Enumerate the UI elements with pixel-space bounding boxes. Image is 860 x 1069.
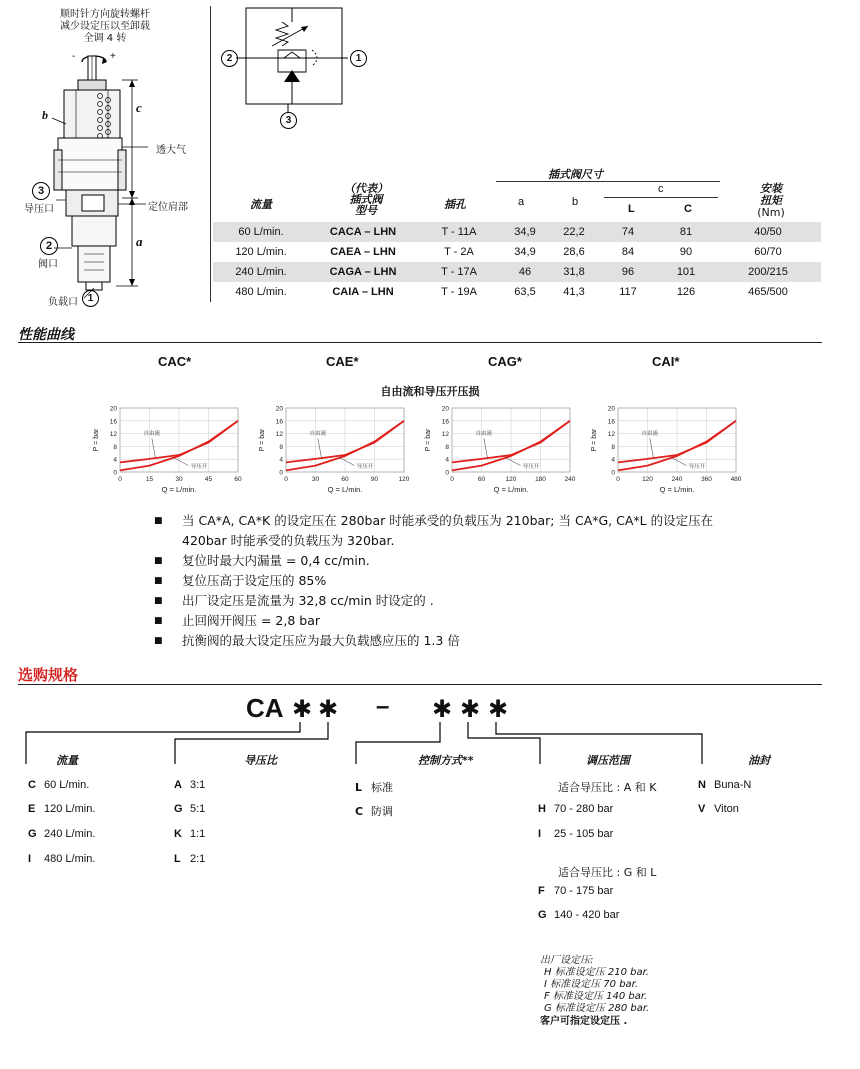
range-option: G 140 - 420 bar [538,909,620,921]
factory-title: 出厂设定压: [540,955,594,966]
header-torque-1: 安装 [760,182,782,195]
dim-c-label: c [136,100,142,115]
chart-3-name: CAG* [488,354,522,369]
minus-sign: - [72,51,76,62]
flow-option: G 240 L/min. [28,828,96,840]
control-option: C 防调 [355,805,393,818]
note-item: ■ 当 CA*A, CA*K 的设定压在 280bar 时能承受的负载压为 210bar; 当 CA*G, CA*L 的设定压在 420bar 时能承受的负载压为 320bar. [154,513,714,548]
x-tick-label: 60 [341,476,349,483]
header-torque-3: (Nm) [757,206,785,219]
adjust-instruction-2: 减少设定压以至卸载 [60,21,150,32]
code-star-4: ✱ [460,696,481,723]
chart-2-name: CAE* [326,354,359,369]
dims-cell-L: 96 [599,262,657,282]
seal-option: V Viton [698,803,739,815]
y-tick-label: 0 [445,469,449,477]
dims-cell-C: 101 [657,262,715,282]
y-tick-label: 16 [441,418,449,426]
dims-cell-cavity: T - 17A [417,262,501,282]
y-tick-label: 20 [607,405,615,413]
dims-cell-cavity: T - 19A [441,286,477,298]
header-C: C [684,203,692,215]
dim-a-label: a [136,234,143,249]
y-tick-label: 8 [445,443,449,451]
ordering-title: 选购规格 [18,666,79,684]
dims-cell-L: 84 [621,246,635,258]
x-tick-label: 30 [175,476,183,483]
x-axis-label: Q = L/min. [161,485,197,494]
factory-line: G 标准设定压 280 bar. [544,1003,650,1014]
dims-cell-b: 28,6 [563,246,585,258]
x-tick-label: 120 [398,476,410,483]
annotation-pilot-open: 导压开 [356,464,374,471]
code-prefix: CA [246,693,284,723]
col-range-head: 调压范围 [586,754,630,767]
code-star-2: ✱ [318,696,339,723]
header-a: a [518,196,525,208]
y-tick-label: 8 [611,443,615,451]
chart-1-name: CAC* [158,354,192,369]
y-tick-label: 12 [275,431,283,439]
x-tick-label: 240 [564,476,576,483]
y-tick-label: 12 [441,431,449,439]
factory-line: I 标准设定压 70 bar. [544,979,639,990]
header-dims: 插式阀尺寸 [548,168,603,181]
range-sub-2: 适合导压比 : G 和 L [558,866,657,879]
y-tick-label: 0 [113,469,117,477]
x-tick-label: 120 [505,476,517,483]
header-model-1: （代表） [344,182,388,195]
x-axis-label: Q = L/min. [493,485,529,494]
seal-option: N Buna-N [698,779,752,791]
port-3-label: 导压口 [24,204,54,215]
col-control-head: 控制方式** [418,754,474,767]
y-tick-label: 20 [275,405,283,413]
dims-cell-model: CAGA – LHN [309,262,417,282]
y-tick-label: 16 [109,418,117,426]
dim-b-label: b [42,108,48,122]
seat-label: 定位肩部 [148,202,188,213]
y-tick-label: 20 [441,405,449,413]
performance-subtitle: 自由流和导压开压损 [380,385,480,398]
ratio-option: K 1:1 [174,828,206,840]
annotation-free-flow: 自由流 [641,431,659,438]
dims-cell-torque: 60/70 [754,246,782,258]
dims-cell-flow: 60 L/min. [213,222,309,242]
y-tick-label: 16 [607,418,615,426]
x-tick-label: 60 [234,476,242,483]
y-tick-label: 4 [113,456,117,464]
dims-cell-cavity: T - 11A [417,222,501,242]
x-tick-label: 0 [450,476,454,483]
header-torque-2: 扭矩 [760,194,782,207]
x-tick-label: 0 [284,476,288,483]
header-b: b [572,196,579,208]
col-seal-head: 油封 [748,754,770,767]
y-axis-label: P = bar [425,428,432,452]
x-tick-label: 240 [671,476,683,483]
dims-cell-a: 34,9 [514,246,536,258]
port-3-badge: 3 [32,182,50,200]
x-axis-label: Q = L/min. [327,485,363,494]
x-tick-label: 30 [311,476,320,483]
dims-cell-torque: 200/215 [715,262,821,282]
annotation-free-flow: 自由流 [309,431,327,438]
code-dash: – [376,693,390,720]
range-option: H 70 - 280 bar [538,803,614,815]
symbol-port-2: 2 [221,50,238,67]
header-cavity: 插孔 [444,198,466,211]
y-axis-label: P = bar [93,428,100,452]
dims-cell-flow: 240 L/min. [213,262,309,282]
port-2-label: 阀口 [38,259,58,270]
x-tick-label: 480 [730,476,742,483]
factory-custom: 客户可指定设定压 . [540,1016,628,1027]
note-item: ■ 出厂设定压是流量为 32,8 cc/min 时设定的 . [154,593,434,608]
range-sub-1: 适合导压比 : A 和 K [558,781,657,794]
x-tick-label: 0 [118,476,122,483]
annotation-pilot-open: 导压开 [688,464,706,471]
note-item: ■ 止回阀开阀压 = 2,8 bar [154,613,321,628]
dims-cell-b: 41,3 [563,286,585,298]
port-1-badge: 1 [82,290,99,307]
range-option: I 25 - 105 bar [538,828,614,840]
ratio-option: L 2:1 [174,853,206,865]
adjust-instruction-1: 顺时针方向旋转螺杆 [60,9,150,20]
dims-cell-model: CACA – LHN [309,222,417,242]
code-star-3: ✱ [432,696,453,723]
dims-cell-L: 117 [619,286,637,298]
y-tick-label: 12 [607,431,615,439]
dims-cell-b: 31,8 [549,262,599,282]
note-item: ■ 复位压高于设定压的 85% [154,573,327,588]
header-L: L [628,203,635,215]
col-flow-head: 流量 [56,754,78,767]
y-tick-label: 4 [445,456,449,464]
flow-option: E 120 L/min. [28,803,96,815]
annotation-free-flow: 自由流 [143,431,161,438]
x-tick-label: 120 [642,476,653,483]
dims-cell-cavity: T - 2A [444,246,474,258]
ratio-option: G 5:1 [174,803,206,815]
performance-title: 性能曲线 [18,327,74,343]
factory-line: F 标准设定压 140 bar. [544,991,648,1002]
annotation-pilot-open: 导压开 [190,464,208,471]
y-tick-label: 4 [279,456,283,464]
range-option: F 70 - 175 bar [538,885,614,897]
y-axis-label: P = bar [259,428,266,452]
code-star-5: ✱ [488,696,509,723]
header-model-3: 型号 [355,204,377,217]
x-tick-label: 45 [204,476,213,483]
dims-cell-b: 22,2 [549,222,599,242]
ratio-option: A 3:1 [174,779,206,791]
y-tick-label: 16 [275,418,283,426]
adjust-instruction-3: 全调 4 转 [83,33,127,44]
plus-sign: + [110,51,116,62]
vent-label: 透大气 [156,145,186,156]
x-tick-label: 15 [145,476,154,483]
y-tick-label: 20 [109,405,117,413]
annotation-free-flow: 自由流 [475,431,493,438]
symbol-port-3: 3 [280,112,297,129]
dims-cell-torque: 40/50 [715,222,821,242]
control-option: L 标准 [355,781,393,794]
y-tick-label: 0 [279,469,283,477]
dims-cell-a: 63,5 [514,286,536,298]
header-c: c [658,183,664,195]
x-tick-label: 180 [535,476,546,483]
flow-option: I 480 L/min. [28,853,96,865]
dims-cell-C: 81 [657,222,715,242]
col-ratio-head: 导压比 [244,754,277,767]
symbol-port-1: 1 [350,50,367,67]
note-item: ■ 抗衡阀的最大设定压应为最大负载感应压的 1.3 倍 [154,633,460,648]
x-tick-label: 0 [616,476,620,483]
y-tick-label: 0 [611,469,615,477]
header-model-2: 插式阀 [349,193,383,206]
annotation-pilot-open: 导压开 [522,464,540,471]
y-axis-label: P = bar [591,428,598,452]
dims-cell-C: 126 [676,286,696,298]
dims-cell-model: CAIA – LHN [332,286,394,298]
factory-line: H 标准设定压 210 bar. [544,967,649,978]
x-tick-label: 90 [370,476,379,483]
y-tick-label: 12 [109,431,117,439]
code-star-1: ✱ [292,696,313,723]
y-tick-label: 4 [611,456,615,464]
x-tick-label: 60 [477,476,486,483]
x-tick-label: 360 [701,476,712,483]
dims-cell-a: 46 [501,262,549,282]
x-axis-label: Q = L/min. [659,485,695,494]
y-tick-label: 8 [113,443,117,451]
port-2-badge: 2 [40,237,58,255]
dims-cell-flow: 120 L/min. [235,246,287,258]
dims-cell-a: 34,9 [501,222,549,242]
dims-cell-L: 74 [599,222,657,242]
note-item: ■ 复位时最大内漏量 = 0,4 cc/min. [154,553,370,568]
dims-cell-model: CAEA – LHN [330,246,396,258]
dims-cell-flow: 480 L/min. [235,286,287,298]
dims-cell-torque: 465/500 [748,286,788,298]
dims-cell-C: 90 [679,246,693,258]
port-1-label: 负载口 [48,297,78,308]
flow-option: C 60 L/min. [28,779,90,791]
y-tick-label: 8 [279,443,283,451]
chart-4-name: CAI* [652,354,680,369]
header-flow: 流量 [250,198,272,211]
